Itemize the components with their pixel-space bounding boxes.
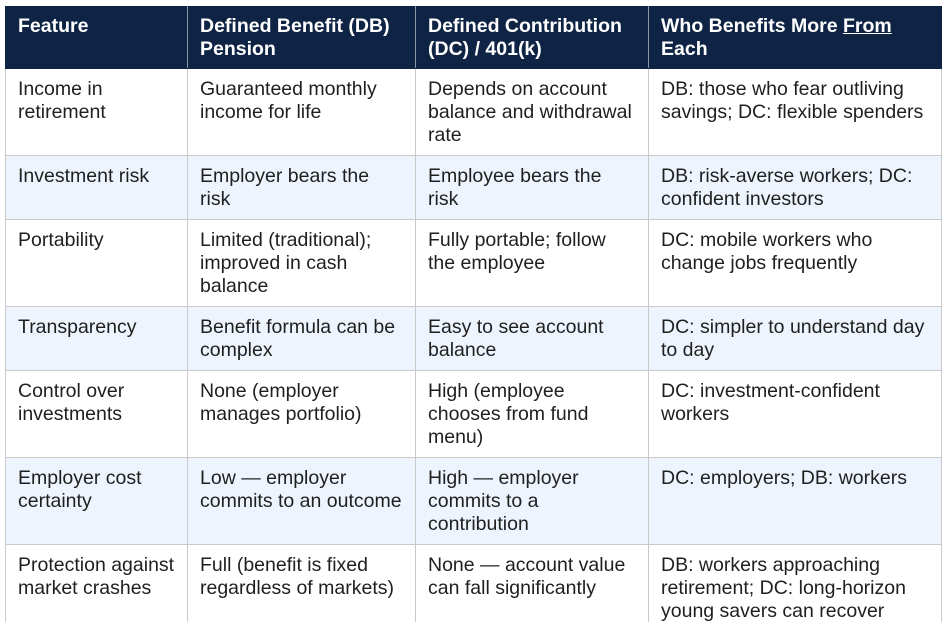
cell-feature: Protection against market crashes — [6, 545, 188, 622]
cell-feature: Investment risk — [6, 156, 188, 220]
cell-db: Guaranteed monthly income for life — [188, 69, 416, 156]
table-row — [6, 545, 942, 622]
cell-dc: Fully portable; follow the employee — [416, 220, 649, 307]
cell-dc: High — employer commits to a contribution — [416, 458, 649, 545]
cell-db: Limited (traditional); improved in cash balance — [188, 220, 416, 307]
table-row — [6, 156, 942, 220]
cell-db: Full (benefit is fixed regardless of markets) — [188, 545, 416, 622]
header-from-link[interactable]: From — [843, 15, 892, 37]
cell-dc: Depends on account balance and withdrawal rate — [416, 69, 649, 156]
cell-who: DB: those who fear outliving savings; DC: flexible spenders — [649, 69, 942, 156]
cell-who: DB: risk-averse workers; DC: confident investors — [649, 156, 942, 220]
header-who-benefits-part1: Who Benefits More — [661, 15, 844, 37]
cell-who: DC: employers; DB: workers — [649, 458, 942, 545]
cell-dc: High (employee chooses from fund menu) — [416, 371, 649, 458]
table-row — [6, 307, 942, 371]
header-who-benefits — [649, 7, 942, 69]
cell-feature: Portability — [6, 220, 188, 307]
cell-db: None (employer manages portfolio) — [188, 371, 416, 458]
table-header — [6, 7, 942, 69]
header-dc-401k: Defined Contribution (DC) / 401(k) — [416, 7, 649, 69]
cell-feature: Control over investments — [6, 371, 188, 458]
cell-db: Benefit formula can be complex — [188, 307, 416, 371]
cell-who: DC: simpler to understand day to day — [649, 307, 942, 371]
cell-dc: Employee bears the risk — [416, 156, 649, 220]
cell-feature: Employer cost certainty — [6, 458, 188, 545]
cell-who: DB: workers approaching retirement; DC: long-horizon young savers can recover — [649, 545, 942, 622]
table-body — [6, 69, 942, 622]
comparison-table — [5, 6, 942, 622]
table-row — [6, 220, 942, 307]
cell-who: DC: investment-confident workers — [649, 371, 942, 458]
cell-who: DC: mobile workers who change jobs frequently — [649, 220, 942, 307]
header-feature: Feature — [6, 7, 188, 69]
cell-dc: None — account value can fall significantly — [416, 545, 649, 622]
header-db-pension: Defined Benefit (DB) Pension — [188, 7, 416, 69]
header-row — [6, 7, 942, 69]
cell-db: Employer bears the risk — [188, 156, 416, 220]
header-who-benefits-part3: Each — [661, 38, 708, 60]
cell-dc: Easy to see account balance — [416, 307, 649, 371]
table-row — [6, 69, 942, 156]
cell-db: Low — employer commits to an outcome — [188, 458, 416, 545]
cell-feature: Transparency — [6, 307, 188, 371]
table-row — [6, 458, 942, 545]
cell-feature: Income in retirement — [6, 69, 188, 156]
table-row — [6, 371, 942, 458]
